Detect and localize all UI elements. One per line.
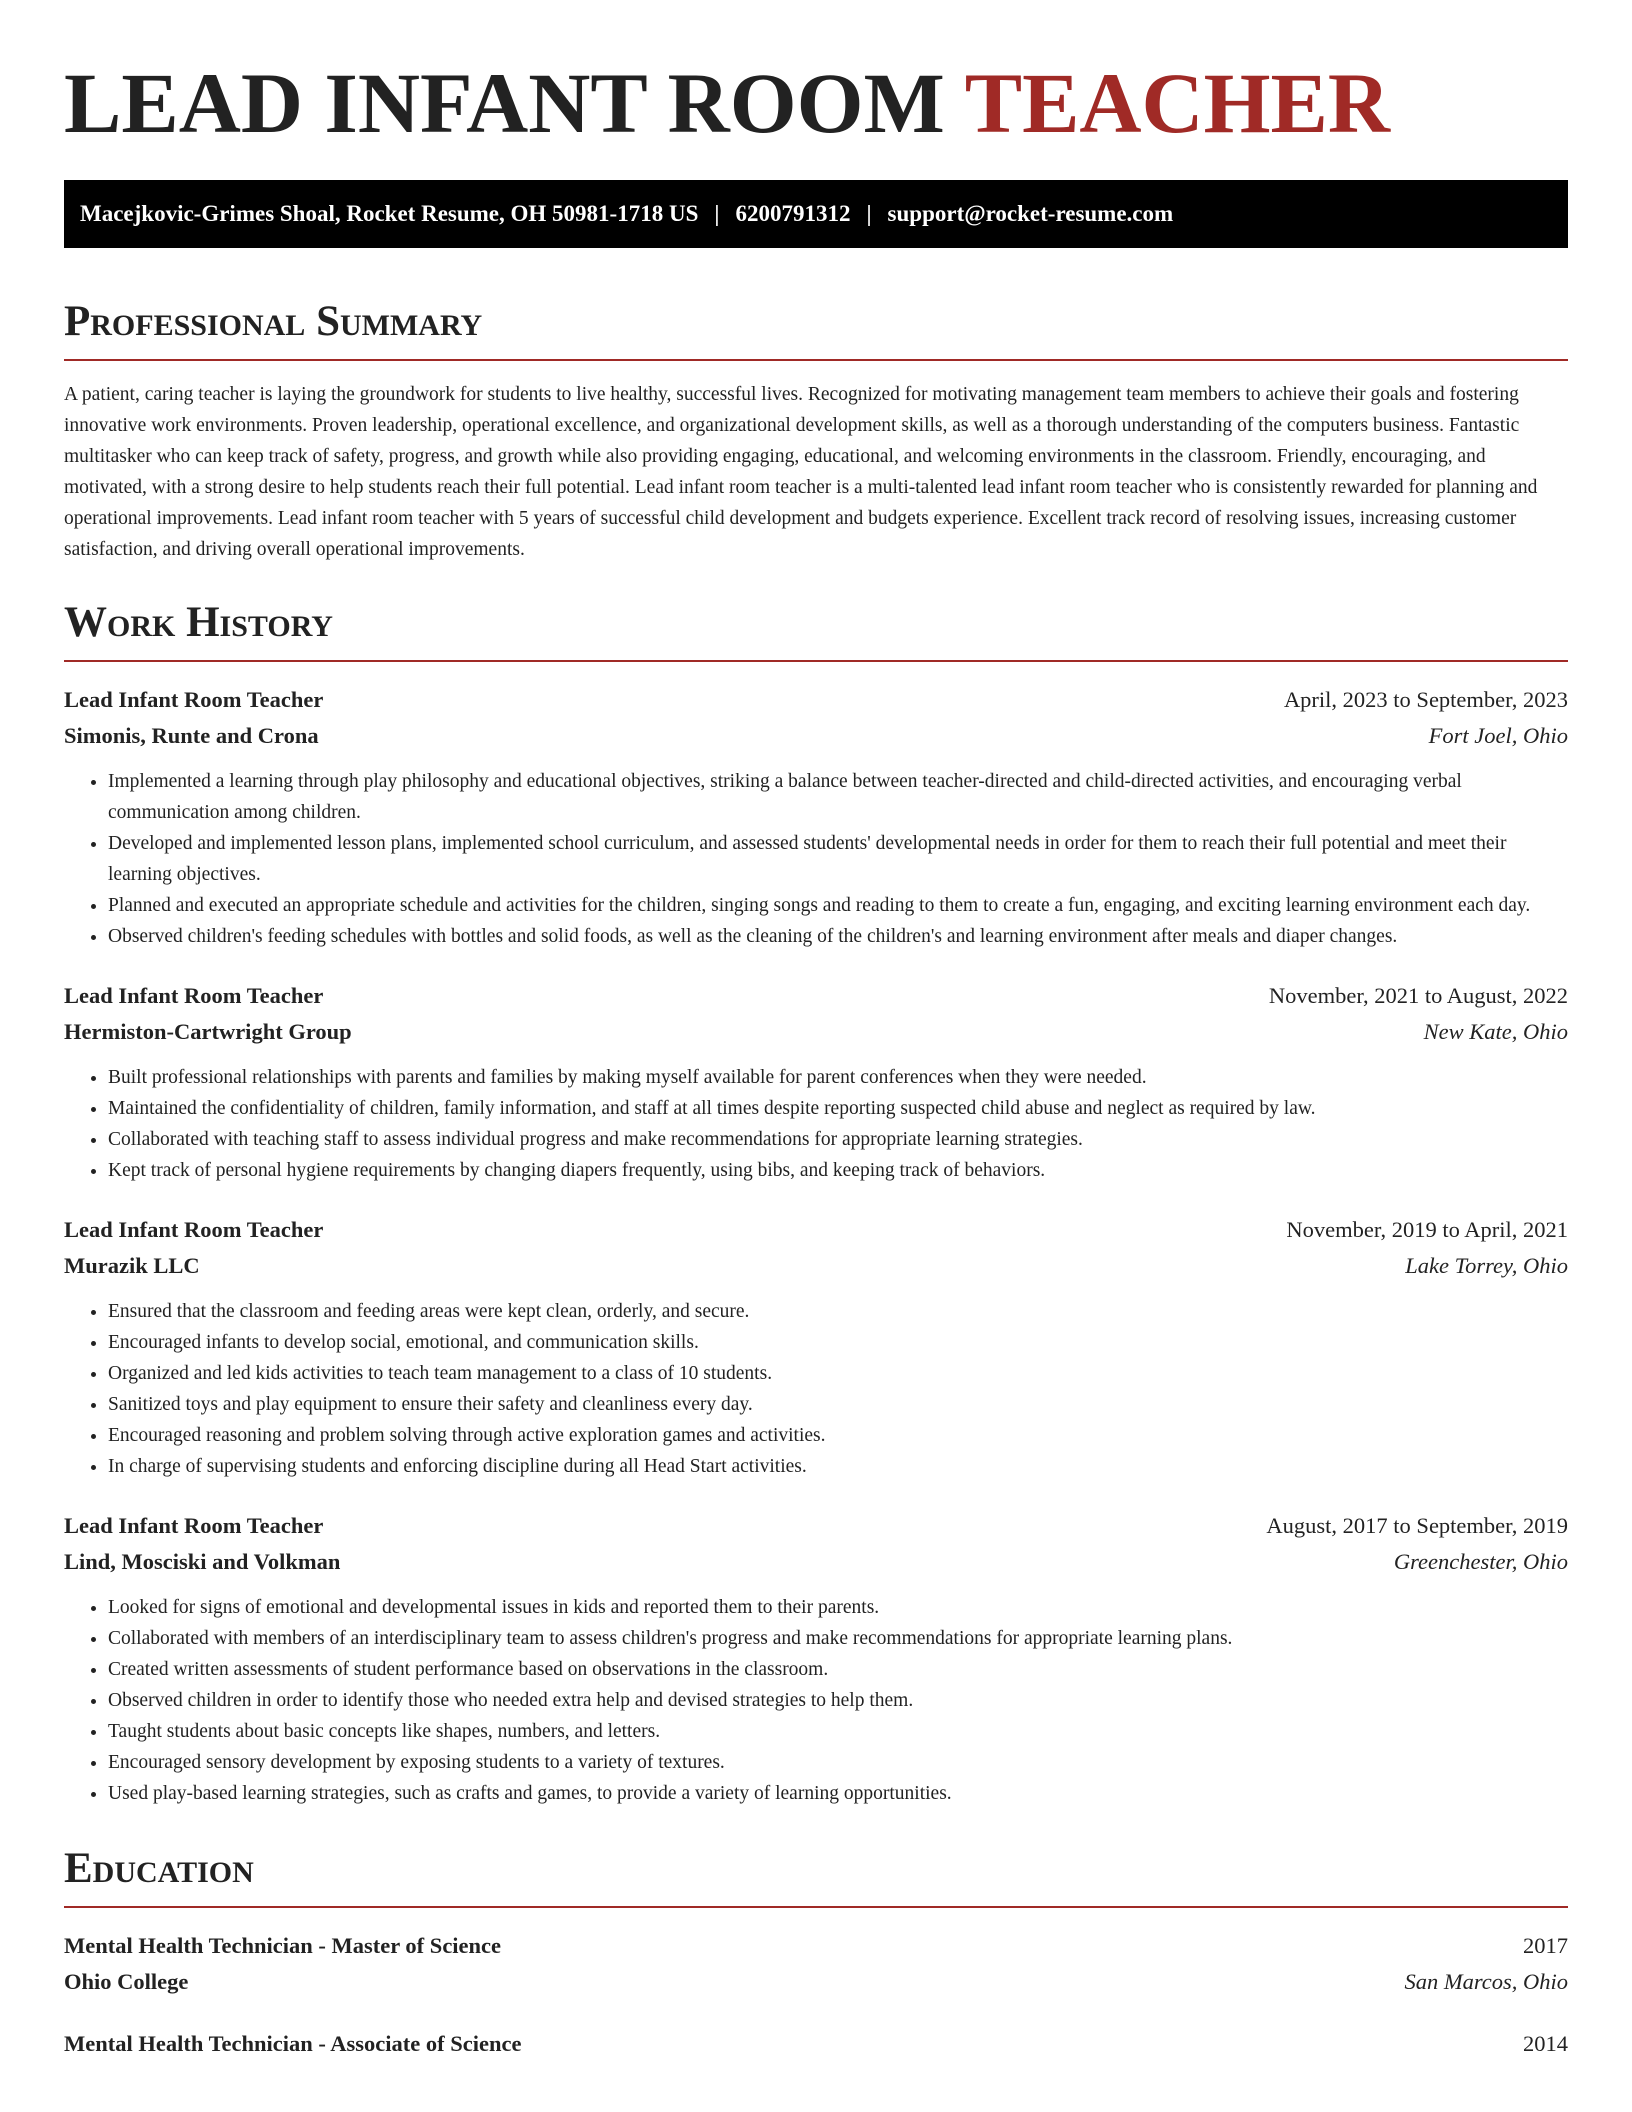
- education-year: 2014: [1523, 2031, 1568, 2056]
- contact-separator: |: [866, 201, 872, 226]
- title-accent: TEACHER: [964, 55, 1390, 151]
- education-entry: [64, 1928, 1568, 2000]
- job-title: Lead Infant Room Teacher: [64, 687, 324, 712]
- duty-item: • Created written assessments of student performance based on observations in the classroom.: [108, 1654, 1568, 1685]
- duty-item: • Planned and executed an appropriate schedule and activities for the children, singing songs and reading to them to create a fun, engaging, and exciting learning environment each day.: [108, 890, 1568, 921]
- job-entry: [64, 978, 1568, 1186]
- education-degree: Mental Health Technician - Associate of Science: [64, 2031, 522, 2056]
- job-company: Murazik LLC: [64, 1253, 200, 1278]
- duty-item: • Organized and led kids activities to teach team management to a class of 10 students.: [108, 1358, 1568, 1389]
- work-history-section: [64, 601, 1568, 1809]
- duty-item: • Ensured that the classroom and feeding areas were kept clean, orderly, and secure.: [108, 1296, 1568, 1327]
- education-school: Ohio College: [64, 1969, 189, 1994]
- job-duties: [64, 766, 1568, 952]
- job-duties: [64, 1296, 1568, 1482]
- job-location: New Kate, Ohio: [1423, 1019, 1568, 1044]
- duty-item: • Built professional relationships with parents and families by making myself available for parent conferences when they were needed.: [108, 1062, 1568, 1093]
- contact-phone: 6200791312: [735, 201, 851, 226]
- duty-item: • Encouraged infants to develop social, emotional, and communication skills.: [108, 1327, 1568, 1358]
- duty-item: • Developed and implemented lesson plans, implemented school curriculum, and assessed students' developmental needs in order for them to reach their full potential and meet their learning objectives.: [108, 828, 1568, 890]
- duty-item: • In charge of supervising students and enforcing discipline during all Head Start activities.: [108, 1451, 1568, 1482]
- duty-item: • Taught students about basic concepts like shapes, numbers, and letters.: [108, 1716, 1568, 1747]
- summary-section: [64, 300, 1568, 565]
- contact-address: Macejkovic-Grimes Shoal, Rocket Resume, OH 50981-1718 US: [80, 201, 699, 226]
- job-location: Greenchester, Ohio: [1393, 1549, 1568, 1574]
- education-school-row: [64, 1964, 1568, 2000]
- duty-item: • Encouraged reasoning and problem solving through active exploration games and activities.: [108, 1420, 1568, 1451]
- summary-heading: Professional Summary: [64, 300, 1568, 361]
- resume-title: [64, 55, 1568, 151]
- duty-item: • Used play-based learning strategies, such as crafts and games, to provide a variety of learning opportunities.: [108, 1778, 1568, 1809]
- duty-item: • Encouraged sensory development by exposing students to a variety of textures.: [108, 1747, 1568, 1778]
- job-location: Fort Joel, Ohio: [1428, 723, 1568, 748]
- contact-bar: [64, 180, 1568, 248]
- education-section: [64, 1847, 1568, 2062]
- education-heading: Education: [64, 1847, 1568, 1908]
- job-company-row: [64, 1248, 1568, 1284]
- job-duties: [64, 1062, 1568, 1186]
- duty-item: • Maintained the confidentiality of children, family information, and staff at all times despite reporting suspected child abuse and neglect as required by law.: [108, 1093, 1568, 1124]
- contact-email: support@rocket-resume.com: [887, 201, 1174, 226]
- duty-item: • Sanitized toys and play equipment to ensure their safety and cleanliness every day.: [108, 1389, 1568, 1420]
- job-header-row: [64, 1212, 1568, 1248]
- job-company-row: [64, 1544, 1568, 1580]
- duty-item: • Collaborated with teaching staff to assess individual progress and make recommendations for appropriate learning strategies.: [108, 1124, 1568, 1155]
- job-entry: [64, 682, 1568, 952]
- duty-item: • Collaborated with members of an interdisciplinary team to assess children's progress and make recommendations for appropriate learning plans.: [108, 1623, 1568, 1654]
- job-duties: [64, 1592, 1568, 1809]
- job-company-row: [64, 1014, 1568, 1050]
- work-history-heading: Work History: [64, 601, 1568, 662]
- duty-item: • Observed children's feeding schedules with bottles and solid foods, as well as the cleaning of the children's and learning environment after meals and diaper changes.: [108, 921, 1568, 952]
- duty-item: • Kept track of personal hygiene requirements by changing diapers frequently, using bibs, and keeping track of behaviors.: [108, 1155, 1568, 1186]
- job-company: Lind, Mosciski and Volkman: [64, 1549, 341, 1574]
- duty-item: • Looked for signs of emotional and developmental issues in kids and reported them to their parents.: [108, 1592, 1568, 1623]
- job-company: Simonis, Runte and Crona: [64, 723, 319, 748]
- title-main: LEAD INFANT ROOM: [64, 55, 945, 151]
- education-degree-row: [64, 2026, 1568, 2062]
- job-dates: April, 2023 to September, 2023: [1283, 687, 1568, 712]
- summary-text: A patient, caring teacher is laying the groundwork for students to live healthy, successful lives. Recognized for motivating management team members to achieve their goals and fostering innovative work environments. Proven leadership, operational excellence, and organizational development skills, as well as a thorough understanding of the computers business. Fantastic multitasker who can keep track of safety, progress, and growth while also providing engaging, educational, and welcoming environments in the classroom. Friendly, encouraging, and motivated, with a strong desire to help students reach their full potential. Lead infant room teacher is a multi-talented lead infant room teacher who is consistently rewarded for planning and operational improvements. Lead infant room teacher with 5 years of successful child development and budgets experience. Excellent track record of resolving issues, increasing customer satisfaction, and driving overall operational improvements.: [64, 384, 1538, 560]
- job-entry: [64, 1508, 1568, 1809]
- job-entry: [64, 1212, 1568, 1482]
- job-dates: November, 2021 to August, 2022: [1268, 983, 1568, 1008]
- job-header-row: [64, 1508, 1568, 1544]
- education-location: San Marcos, Ohio: [1404, 1969, 1568, 1994]
- duty-item: • Observed children in order to identify those who needed extra help and devised strategies to help them.: [108, 1685, 1568, 1716]
- job-header-row: [64, 978, 1568, 1014]
- job-location: Lake Torrey, Ohio: [1405, 1253, 1568, 1278]
- education-year: 2017: [1523, 1933, 1568, 1958]
- job-title: Lead Infant Room Teacher: [64, 983, 324, 1008]
- job-dates: November, 2019 to April, 2021: [1286, 1217, 1568, 1242]
- education-degree-row: [64, 1928, 1568, 1964]
- job-title: Lead Infant Room Teacher: [64, 1513, 324, 1538]
- job-company: Hermiston-Cartwright Group: [64, 1019, 352, 1044]
- job-title: Lead Infant Room Teacher: [64, 1217, 324, 1242]
- job-dates: August, 2017 to September, 2019: [1266, 1513, 1568, 1538]
- education-degree: Mental Health Technician - Master of Science: [64, 1933, 502, 1958]
- job-company-row: [64, 718, 1568, 754]
- job-header-row: [64, 682, 1568, 718]
- contact-separator: |: [714, 201, 720, 226]
- education-entry: [64, 2026, 1568, 2062]
- duty-item: • Implemented a learning through play philosophy and educational objectives, striking a balance between teacher-directed and child-directed activities, and encouraging verbal communication among children.: [108, 766, 1568, 828]
